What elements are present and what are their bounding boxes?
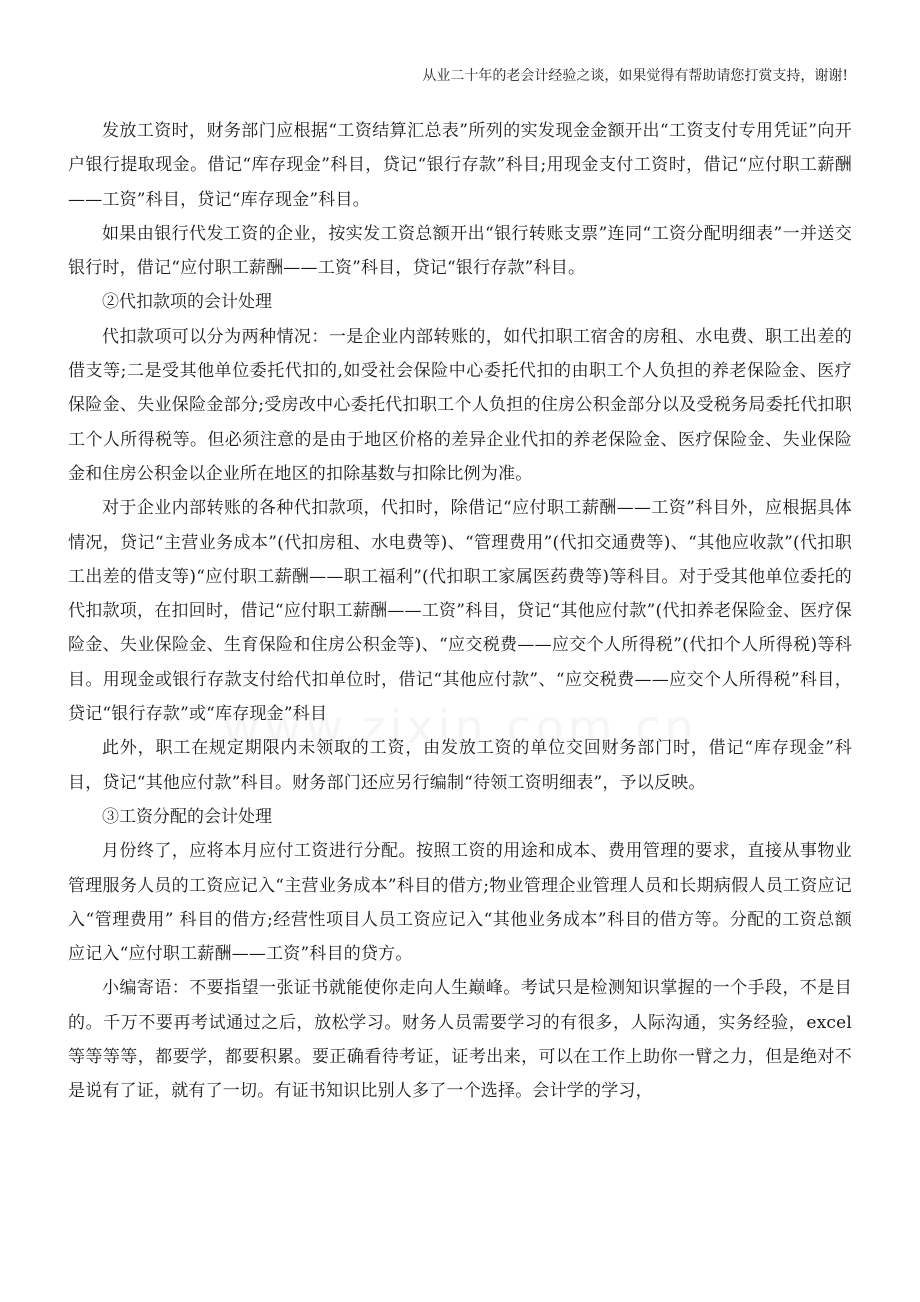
paragraph-bank-payroll: 如果由银行代发工资的企业，按实发工资总额开出“银行转账支票”连同“工资分配明细表”一并送交银行时，借记“应付职工薪酬——工资”科目，贷记“银行存款”科目。 [68, 223, 852, 279]
document-body [68, 114, 852, 1109]
paragraph-unclaimed-wages: 此外，职工在规定期限内未领取的工资，由发放工资的单位交回财务部门时，借记“库存现金”科目，贷记“其他应付款”科目。财务部门还应另行编制“待领工资明细表”，予以反映。 [68, 738, 852, 793]
paragraph-wage-allocation: 月份终了，应将本月应付工资进行分配。按照工资的用途和成本、费用管理的要求，直接从事物业管理服务人员的工资应记入“主营业务成本”科目的借方;物业管理企业管理人员和长期病假人员工资应记入“管理费用” 科目的借方;经营性项目人员工资应记入“其他业务成本”科目的借方等。分配的工资总额应记入“应付职工薪酬——工资”科目的贷方。 [68, 841, 852, 965]
section-heading-deductions: ②代扣款项的会计处理 [102, 292, 272, 313]
paragraph-editor-note: 小编寄语：不要指望一张证书就能使你走向人生巅峰。考试只是检测知识掌握的一个手段，不是目的。千万不要再考试通过之后，放松学习。财务人员需要学习的有很多，人际沟通，实务经验，excel等等等等，都要学，都要积累。要正确看待考证，证考出来，可以在工作上助你一臂之力，但是绝对不是说有了证，就有了一切。有证书知识比别人多了一个选择。会计学的学习， [68, 978, 852, 1102]
section-heading-allocation: ③工资分配的会计处理 [102, 806, 272, 827]
paragraph-wage-payment: 发放工资时，财务部门应根据“工资结算汇总表”所列的实发现金金额开出“工资支付专用凭证”向开户银行提取现金。借记“库存现金”科目，贷记“银行存款”科目;用现金支付工资时，借记“应付职工薪酬——工资”科目，贷记“库存现金”科目。 [68, 121, 852, 210]
paragraph-deduction-types: 代扣款项可以分为两种情况：一是企业内部转账的，如代扣职工宿舍的房租、水电费、职工出差的借支等;二是受其他单位委托代扣的,如受社会保险中心委托代扣的由职工个人负担的养老保险金、医疗保险金、失业保险金部分;受房改中心委托代扣职工个人负担的住房公积金部分以及受税务局委托代扣职工个人所得税等。但必须注意的是由于地区价格的差异企业代扣的养老保险金、医疗保险金、失业保险金和住房公积金以企业所在地区的扣除基数与扣除比例为准。 [68, 326, 852, 484]
header-note: 从业二十年的老会计经验之谈，如果觉得有帮助请您打赏支持，谢谢! [422, 68, 848, 84]
paragraph-deduction-entries: 对于企业内部转账的各种代扣款项，代扣时，除借记“应付职工薪酬——工资”科目外，应根据具体情况，贷记“主营业务成本”(代扣房租、水电费等)、“管理费用”(代扣交通费等)、“其他应收款”(代扣职工出差的借支等)“应付职工薪酬——职工福利”(代扣职工家属医药费等)等科目。对于受其他单位委托的代扣款项，在扣回时，借记“应付职工薪酬——工资”科目，贷记“其他应付款”(代扣养老保险金、医疗保险金、失业保险金、生育保险和住房公积金等)、“应交税费——应交个人所得税”(代扣个人所得税)等科目。用现金或银行存款支付给代扣单位时，借记“其他应付款”、“应交税费——应交个人所得税”科目，贷记“银行存款”或“库存现金”科目 [68, 498, 852, 725]
